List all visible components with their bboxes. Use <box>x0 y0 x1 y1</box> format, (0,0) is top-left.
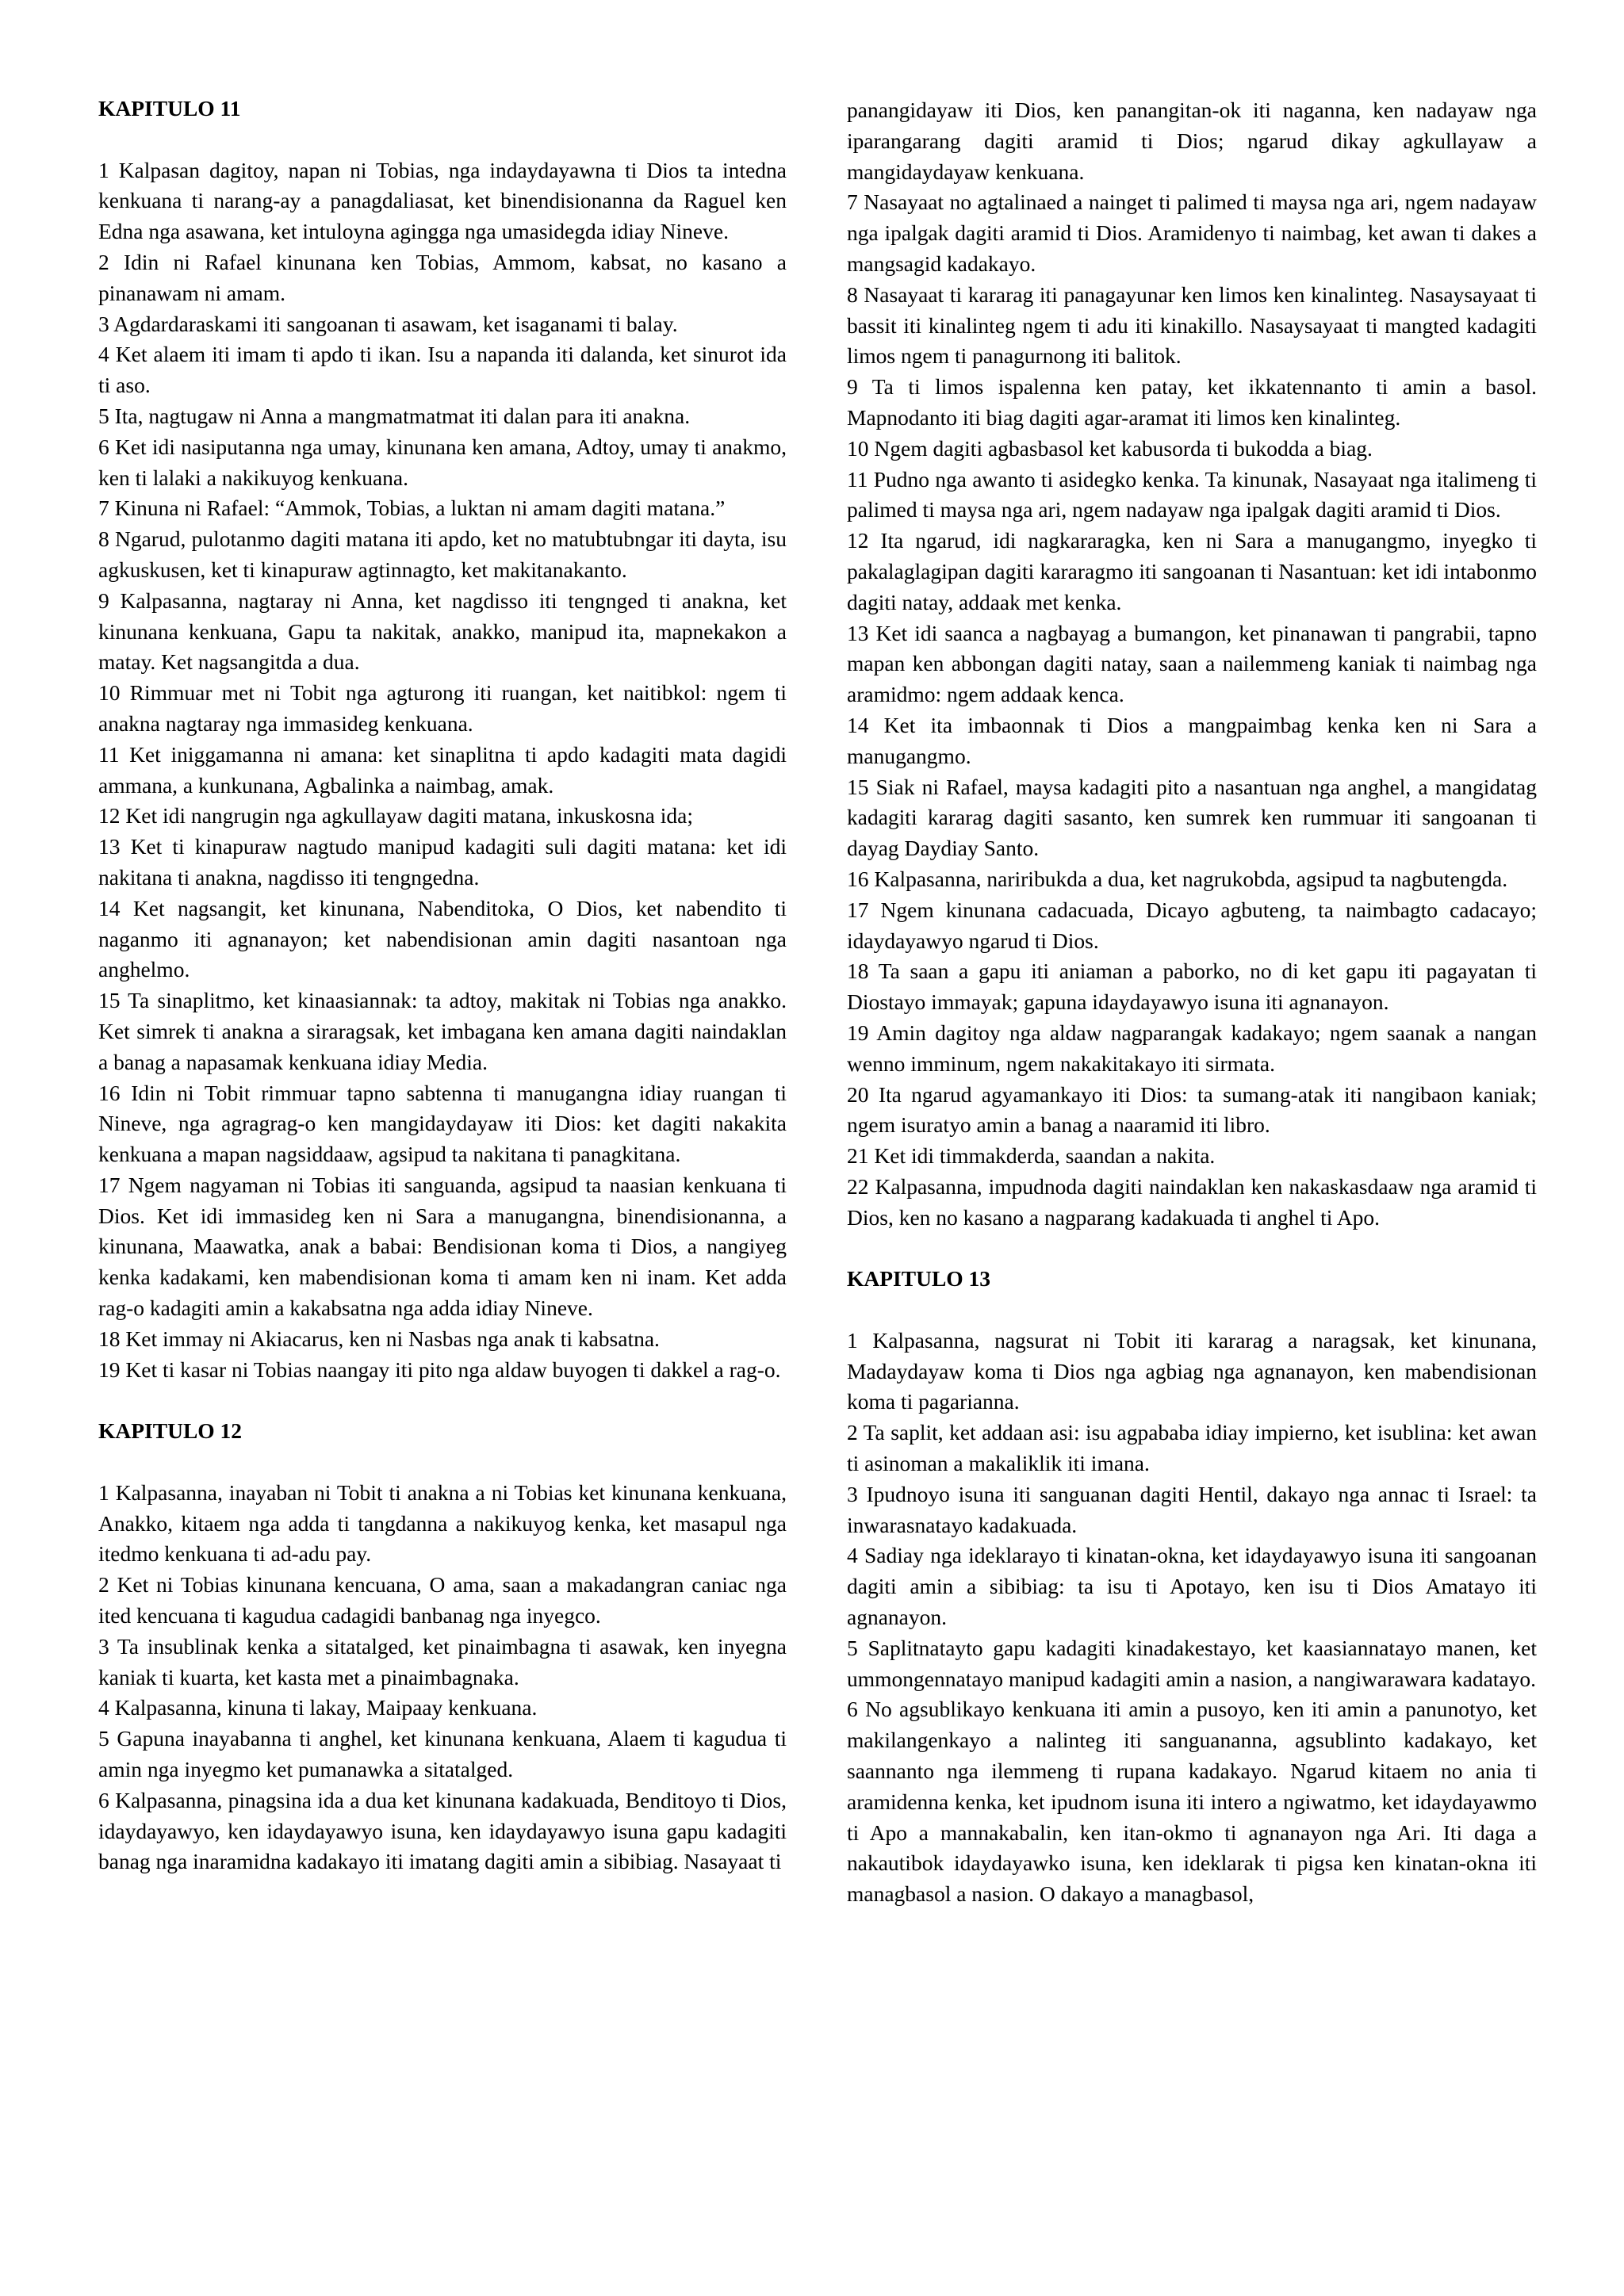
verse-text: 21 Ket idi timmakderda, saandan a nakita. <box>847 1143 1216 1169</box>
verse-text: 2 Ta saplit, ket addaan asi: isu agpababa idiay impierno, ket isublina: ket awan ti asinoman a makaliklik iti imana. <box>847 1420 1537 1476</box>
verse-text: 14 Ket ita imbaonnak ti Dios a mangpaimbag kenka ken ni Sara a manugangmo. <box>847 712 1537 768</box>
verse-text: 15 Siak ni Rafael, maysa kadagiti pito a nasantuan nga anghel, a mangidatag kadagiti kararag dagiti sasanto, ken sumrek ken rummuar iti sangoanan ti dayag Daydiay Santo. <box>847 774 1537 861</box>
chapter-heading: KAPITULO 13 <box>847 1266 991 1292</box>
verse-text: 12 Ket idi nangrugin nga agkullayaw dagiti matana, inkuskosna ida; <box>98 803 693 828</box>
verse-text: 5 Ita, nagtugaw ni Anna a mangmatmatmat iti dalan para iti anakna. <box>98 403 691 428</box>
verse-text: 2 Ket ni Tobias kinunana kencuana, O ama, saan a makadangran caniac nga ited kencuana ti kagudua cadagidi banbanag nga inyegco. <box>98 1572 787 1628</box>
verse-text: 6 No agsublikayo kenkuana iti amin a pusoyo, ken iti amin a panunotyo, ket makilangenkayo a nalinteg iti sanguananna, agsublinto kadakayo, ket saannanto nga ilemmeng ti rupana kadakayo. Ngarud kitaem no ania ti aramidenna kenka, ket ipudnom isuna iti intero a ngiwatmo, ket idaydayawmo ti Apo a mannakabalin, ken itan-okmo ti agnanayon nga Ari. Iti daga a nakautibok idaydayawko isuna, ken ideklarak ti pigsa ken kinatan-okna iti managbasol a nasion. O dakayo a managbasol, <box>847 1697 1537 1907</box>
verse-text: 10 Rimmuar met ni Tobit nga agturong iti ruangan, ket naitibkol: ngem ti anakna nagtaray nga immasideg kenkuana. <box>98 680 787 736</box>
verse-text: 19 Amin dagitoy nga aldaw nagparangak kadakayo; ngem saanak a nangan wenno imminum, ngem nakakitakayo iti sirmata. <box>847 1020 1537 1076</box>
left-column <box>98 94 787 2233</box>
verse-text: 7 Nasayaat no agtalinaed a nainget ti palimed ti maysa nga ari, ngem nadayaw nga ipalgak dagiti aramid ti Dios. Aramidenyo ti naimbag, ket awan ti dakes a mangsagid kadakayo. <box>847 189 1537 276</box>
verse-text: 3 Ipudnoyo isuna iti sanguanan dagiti Hentil, dakayo nga annac ti Israel: ta inwarasnatayo kadakuada. <box>847 1481 1537 1537</box>
verse-text: 4 Kalpasanna, kinuna ti lakay, Maipaay kenkuana. <box>98 1695 538 1720</box>
chapter-12-continued <box>847 95 1537 1233</box>
verse-text: 8 Nasayaat ti kararag iti panagayunar ken limos ken kinalinteg. Nasaysayaat ti bassit iti kinalinteg ngem ti adu iti kinakillo. Nasaysayaat ti mangted kadagiti limos ngem ti panagurnong iti balitok. <box>847 281 1537 369</box>
verse-text: 14 Ket nagsangit, ket kinunana, Nabenditoka, O Dios, ket nabendito ti naganmo iti agnanayon; ket nabendisionan amin dagiti nasantoan nga anghelmo. <box>98 895 787 982</box>
verse-text: 9 Ta ti limos ispalenna ken patay, ket ikkatennanto ti amin a basol. Mapnodanto iti biag dagiti agar-aramat iti limos ken kinalinteg. <box>847 374 1537 430</box>
chapter-13 <box>847 1264 1537 1910</box>
verse-text: 6 Kalpasanna, pinagsina ida a dua ket kinunana kadakuada, Benditoyo ti Dios, idaydayawyo, ken idaydayawyo isuna, ken idaydayawyo isuna gapu kadagiti banag nga inaramidna kadakayo iti imatang dagiti amin a sibibiag. Nasayaat ti <box>98 1787 787 1874</box>
verse-text: 15 Ta sinaplitmo, ket kinaasiannak: ta adtoy, makitak ni Tobias nga anakko. Ket simrek ti anakna a siraragsak, ket imbagana ken amana dagiti naindaklan a banag a napasamak kenkuana idiay Media. <box>98 988 787 1074</box>
verse-text: 7 Kinuna ni Rafael: “Ammok, Tobias, a luktan ni amam dagiti matana.” <box>98 496 726 521</box>
verse-text: 9 Kalpasanna, nagtaray ni Anna, ket nagdisso iti tengnged ti anakna, ket kinunana kenkuana, Gapu ta nakitak, anakko, manipud ita, mapnekakon a matay. Ket nagsangitda a dua. <box>98 587 787 675</box>
right-column <box>847 95 1537 2233</box>
verse-text: 10 Ngem dagiti agbasbasol ket kabusorda ti bukodda a biag. <box>847 435 1373 461</box>
verse-text: 17 Ngem kinunana cadacuada, Dicayo agbuteng, ta naimbagto cadacayo; idaydayawyo ngarud ti Dios. <box>847 897 1537 953</box>
verse-text: 18 Ta saan a gapu iti aniaman a paborko, no di ket gapu iti pagayatan ti Diostayo immayak; gapuna idaydayawyo isuna iti agnanayon. <box>847 959 1537 1015</box>
verse-text: 6 Ket idi nasiputanna nga umay, kinunana ken amana, Adtoy, umay ti anakmo, ken ti lalaki a nakikuyog kenkuana. <box>98 434 787 490</box>
verse-text: 22 Kalpasanna, impudnoda dagiti naindaklan ken nakaskasdaaw nga aramid ti Dios, ken no kasano a nagparang kadakuada ti anghel ti Apo. <box>847 1173 1537 1230</box>
verse-text: 1 Kalpasanna, inayaban ni Tobit ti anakna a ni Tobias ket kinunana kenkuana, Anakko, kitaem nga adda ti tangdanna a nakikuyog kenka, ket masapul nga itedmo kenkuana ti ad-adu pay. <box>98 1479 787 1567</box>
chapter-12 <box>98 1416 787 1877</box>
verse-list <box>847 95 1537 1233</box>
verse-text: 13 Ket ti kinapuraw nagtudo manipud kadagiti suli dagiti matana: ket idi nakitana ti anakna, nagdisso iti tengngedna. <box>98 834 787 890</box>
verse-text: panangidayaw iti Dios, ken panangitan-ok iti naganna, ken nadayaw nga iparangarang dagiti aramid ti Dios; ngarud dikay agkullayaw a mangidaydayaw kenkuana. <box>847 98 1537 184</box>
verse-text: 5 Gapuna inayabanna ti anghel, ket kinunana kenkuana, Alaem ti kagudua ti amin nga inyegmo ket pumanawka a sitatalged. <box>98 1726 787 1782</box>
verse-text: 3 Ta insublinak kenka a sitatalged, ket pinaimbagna ti asawak, ken inyegna kaniak ti kuarta, ket kasta met a pinaimbagnaka. <box>98 1633 787 1689</box>
verse-text: 3 Agdardaraskami iti sangoanan ti asawam, ket isaganami ti balay. <box>98 311 678 336</box>
verse-text: 11 Pudno nga awanto ti asidegko kenka. Ta kinunak, Nasayaat nga italimeng ti palimed ti maysa nga ari, ngem nadayaw nga ipalgak dagiti aramid ti Dios. <box>847 466 1537 522</box>
verse-text: 1 Kalpasan dagitoy, napan ni Tobias, nga indaydayawna ti Dios ta intedna kenkuana ti narang-ay a panagdaliasat, ket binendisionanna da Raguel ken Edna nga asawana, ket intuloyna agingga nga umasidegda idiay Nineve. <box>98 157 787 244</box>
verse-text: 1 Kalpasanna, nagsurat ni Tobit iti kararag a naragsak, ket kinunana, Madaydayaw koma ti Dios nga agbiag nga agnanayon, ken mabendisionan koma ti pagarianna. <box>847 1327 1537 1414</box>
verse-text: 16 Idin ni Tobit rimmuar tapno sabtenna ti manugangna idiay ruangan ti Nineve, nga agragrag-o ken mangidaydayaw iti Dios: ket dagiti nakakita kenkuana a mapan nagsiddaaw, agsipud ta nakitana ti panagkitana. <box>98 1080 787 1167</box>
verse-list <box>847 1326 1537 1910</box>
verse-text: 16 Kalpasanna, nariribukda a dua, ket nagrukobda, agsipud ta nagbutengda. <box>847 866 1508 891</box>
verse-text: 17 Ngem nagyaman ni Tobias iti sanguanda, agsipud ta naasian kenkuana ti Dios. Ket idi immasideg ken ni Sara a manugangna, binendisionanna, a kinunana, Maawatka, anak a babai: Bendisionan koma ti Dios, a nangiyeg kenka kadakami, ken mabendisionan koma ti amam ken ni inam. Ket adda rag-o kadagiti amin a kakabsatna nga adda idiay Nineve. <box>98 1172 787 1321</box>
verse-text: 5 Saplitnatayto gapu kadagiti kinadakestayo, ket kaasiannatayo manen, ket ummongennatayo manipud kadagiti amin a nasion, a nangiwarawara kadatayo. <box>847 1635 1537 1691</box>
chapter-heading: KAPITULO 12 <box>98 1418 243 1444</box>
verse-text: 13 Ket idi saanca a nagbayag a bumangon, ket pinanawan ti pangrabii, tapno mapan ken abbongan dagiti natay, saan a nailemmeng kaniak ti naimbag nga aramidmo: ngem addaak kenca. <box>847 620 1537 707</box>
chapter-heading: KAPITULO 11 <box>98 96 241 121</box>
verse-list <box>98 1478 787 1877</box>
verse-text: 8 Ngarud, pulotanmo dagiti matana iti apdo, ket no matubtubngar iti dayta, isu agkuskusen, ket ti kinapuraw agtinnagto, ket makitanakanto. <box>98 526 787 582</box>
verse-list <box>98 155 787 1386</box>
verse-text: 4 Ket alaem iti imam ti apdo ti ikan. Isu a napanda iti dalanda, ket sinurot ida ti aso. <box>98 342 787 398</box>
verse-text: 20 Ita ngarud agyamankayo iti Dios: ta sumang-atak iti nangibaon kaniak; ngem isuratyo amin a banag a naaramid iti libro. <box>847 1081 1537 1138</box>
verse-text: 11 Ket iniggamanna ni amana: ket sinaplitna ti apdo kadagiti mata dagidi ammana, a kunkunana, Agbalinka a naimbag, amak. <box>98 741 787 798</box>
verse-text: 4 Sadiay nga ideklarayo ti kinatan-okna, ket idaydayawyo isuna iti sangoanan dagiti amin a sibibiag: ta isu ti Apotayo, ken isu ti Dios Amatayo iti agnanayon. <box>847 1543 1537 1630</box>
verse-text: 19 Ket ti kasar ni Tobias naangay iti pito nga aldaw buyogen ti dakkel a rag-o. <box>98 1357 781 1382</box>
verse-text: 2 Idin ni Rafael kinunana ken Tobias, Ammom, kabsat, no kasano a pinanawam ni amam. <box>98 249 787 305</box>
chapter-11 <box>98 94 787 1385</box>
verse-text: 18 Ket immay ni Akiacarus, ken ni Nasbas nga anak ti kabsatna. <box>98 1326 660 1351</box>
verse-text: 12 Ita ngarud, idi nagkararagka, ken ni Sara a manugangmo, inyegko ti pakalaglagipan dagiti kararagmo iti sangoanan ti Nasantuan: ket idi intabonmo dagiti natay, addaak met kenka. <box>847 528 1537 614</box>
